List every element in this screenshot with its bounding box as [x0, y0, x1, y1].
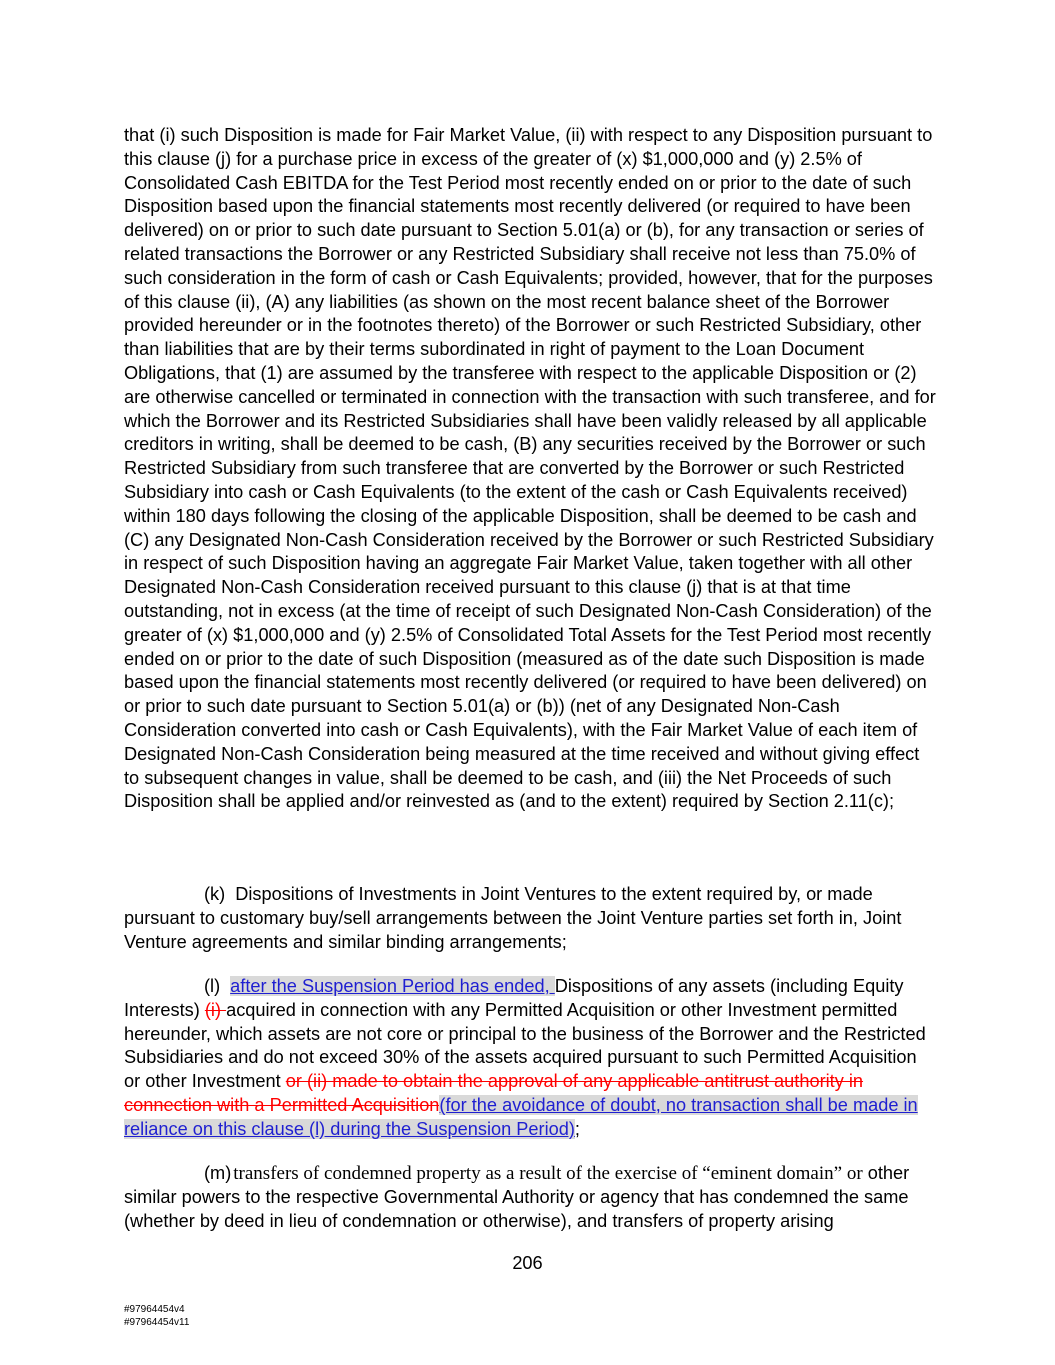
paragraph-l — [124, 975, 936, 1142]
deleted-text: or (ii) made to obtain the approval of any applicable antitrust authority in connection with a Permitted Acquisition — [124, 1071, 864, 1115]
paragraph-k — [124, 883, 936, 954]
page-number: 206 — [512, 1253, 543, 1273]
inserted-text: (for the avoidance of doubt, no transaction shall be made in reliance on this clause (l) during the Suspension Period) — [124, 1094, 918, 1139]
paragraph-k-text: Dispositions of Investments in Joint Ventures to the extent required by, or made pursuant to customary buy/sell arrangements between the Joint Venture parties set forth in, Joint Venture agreements and similar binding arrangements; — [124, 884, 902, 952]
paragraph-j-continued: that (i) such Disposition is made for Fair Market Value, (ii) with respect to any Disposition pursuant to this clause (j) for a purchase price in excess of the greater of (x) $1,000,000 and (y) 2.5% of Consolidated Cash EBITDA for the Test Period most recently ended on or prior to the date of such Disposition based upon the financial statements most recently delivered (or required to have been delivered) on or prior to such date pursuant to Section 5.01(a) or (b), for any transaction or series of related transactions the Borrower or any Restricted Subsidiary shall receive not less than 75.0% of such consideration in the form of cash or Cash Equivalents; provided, however, that for the purposes of this clause (ii), (A) any liabilities (as shown on the most recent balance sheet of the Borrower provided hereunder or in the footnotes thereto) of the Borrower or such Restricted Subsidiary, other than liabilities that are by their terms subordinated in right of payment to the Loan Document Obligations, that (1) are assumed by the transferee with respect to the applicable Disposition or (2) are otherwise cancelled or terminated in connection with the transaction with such transferee, and for which the Borrower and its Restricted Subsidiaries shall have been validly released by all applicable creditors in writing, shall be deemed to be cash, (B) any securities received by the Borrower or such Restricted Subsidiary from such transferee that are converted by the Borrower or such Restricted Subsidiary into cash or Cash Equivalents (to the extent of the cash or Cash Equivalents received) within 180 days following the closing of the applicable Disposition, shall be deemed to be cash and (C) any Designated Non-Cash Consideration received by the Borrower or such Restricted Subsidiary in respect of such Disposition having an aggregate Fair Market Value, taken together with all other Designated Non-Cash Consideration received pursuant to this clause (j) that is at that time outstanding, not in excess (at the time of receipt of such Designated Non-Cash Consideration) of the greater of (x) $1,000,000 and (y) 2.5% of Consolidated Total Assets for the Test Period most recently ended on or prior to the date of such Disposition (measured as of the date such Disposition is made based upon the financial statements most recently delivered (or required to have been delivered) on or prior to such date pursuant to Section 5.01(a) or (b)) (net of any Designated Non-Cash Consideration converted into cash or Cash Equivalents), with the Fair Market Value of each item of Designated Non-Cash Consideration being measured at the time received and without giving effect to subsequent changes in value, shall be deemed to be cash, and (iii) the Net Proceeds of such Disposition shall be applied and/or reinvested as (and to the extent) required by Section 2.11(c); — [124, 125, 936, 812]
paragraph-l-text: ; — [574, 1118, 580, 1139]
paragraph-m-text: other similar powers to the respective Governmental Authority or agency that has condemned the same (whether by deed in lieu of condemnation or otherwise), and transfers of property arising — [124, 1163, 910, 1231]
paragraph-l-text: acquired in connection with any Permitted Acquisition or other Investment permitted hereunder, which assets are not core or principal to the business of the Borrower and the Restricted Subsidiaries and do not exceed 30% of the assets acquired pursuant to such Permitted Acquisition or other Investment — [124, 999, 926, 1092]
paragraph-l-label: (l) — [204, 976, 221, 996]
paragraph-k-label: (k) — [204, 884, 226, 904]
document-id: #97964454v4 — [124, 1304, 185, 1315]
document-id: #97964454v11 — [124, 1317, 190, 1328]
deleted-text: (i) — [204, 999, 227, 1020]
paragraph-m-text-serif: transfers of condemned property as a result of the exercise of “eminent domain” or — [233, 1163, 863, 1184]
inserted-text: after the Suspension Period has ended, — [230, 976, 555, 996]
paragraph-m — [124, 1162, 936, 1233]
paragraph-m-label: (m) — [204, 1163, 232, 1183]
paragraph-l-text: Dispositions of any assets (including Equity Interests) — [124, 976, 904, 1020]
